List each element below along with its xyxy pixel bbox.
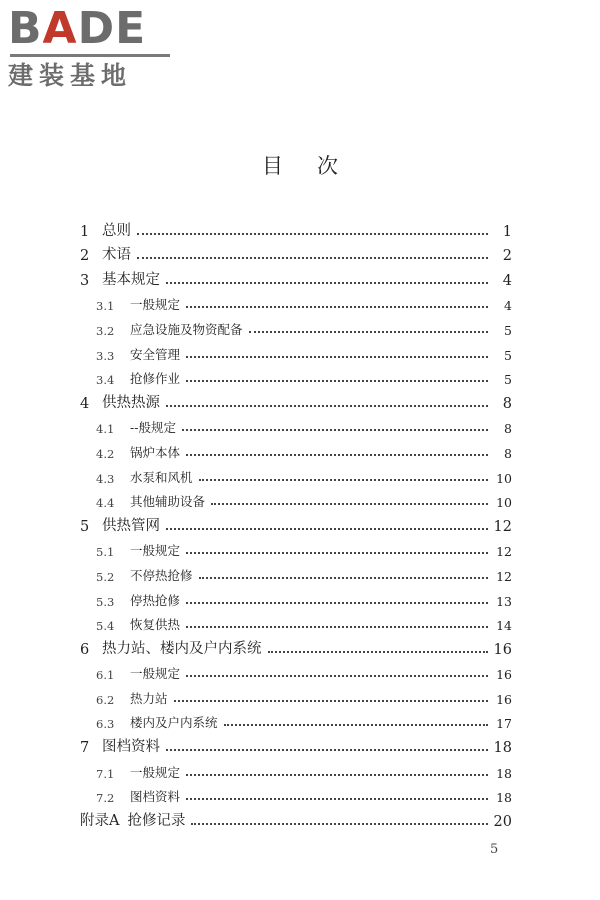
toc-leader-dots [166,405,488,407]
toc-leader-dots [186,552,488,554]
toc-entry-number: 3.3 [96,348,115,363]
toc-leader-dots [199,577,488,579]
toc-entry [80,535,512,560]
toc-leader-dots [186,675,488,677]
toc-entry-number: 6 [80,641,90,658]
toc-entry [80,289,512,314]
toc-entry-title: 其他辅助设备 [130,494,206,510]
toc-entry-number: 4 [80,395,90,412]
toc-entry-number: 3.4 [96,373,115,388]
toc-entry [80,240,512,265]
toc-entry-page: 13 [496,593,512,609]
toc-entry-title: 术语 [102,247,131,264]
toc-entry [80,215,512,240]
toc-entry-page: 20 [493,813,512,830]
toc-entry-title: --般规定 [130,420,176,436]
toc-leader-dots [166,528,488,530]
toc-entry-title: 锅炉本体 [130,444,181,460]
toc-leader-dots [186,602,488,604]
toc-entry-page: 8 [504,445,512,461]
toc-leader-dots [191,823,487,825]
toc-entry [80,756,512,781]
toc-entry [80,781,512,806]
toc-entry-page: 16 [493,641,512,658]
toc-entry-page: 2 [502,248,512,265]
toc-entry-page: 8 [502,395,512,412]
brand-subtitle: 建装基地 [8,61,133,90]
toc-entry-page: 18 [493,740,512,757]
toc-entry-page: 1 [502,223,512,240]
toc-entry-number: 5.3 [96,594,115,609]
toc-entry [80,461,512,486]
toc-leader-dots [224,724,488,726]
toc-entry-title: 抢修作业 [130,371,181,387]
toc-entry-page: 18 [496,790,512,806]
toc-entry-page: 10 [496,495,512,511]
toc-leader-dots [186,306,488,308]
toc-entry-number: 1 [80,223,90,240]
table-of-contents [80,215,512,830]
toc-entry-page: 10 [496,470,512,486]
toc-entry-number: 5.1 [96,545,115,560]
toc-entry-number: 3.2 [96,323,115,338]
toc-entry-page: 16 [496,667,512,683]
toc-entry-title: 热力站、楼内及户内系统 [102,640,262,657]
toc-entry-title: 基本规定 [102,271,160,288]
toc-entry [80,510,512,535]
toc-entry-title: 供热管网 [102,517,160,534]
toc-entry-page: 5 [504,372,512,388]
toc-entry-number: 7 [80,740,90,757]
toc-title: 目次 [262,154,372,178]
toc-entry-number: 6.1 [96,668,115,683]
toc-entry-page: 12 [493,518,512,535]
toc-leader-dots [137,233,488,235]
toc-leader-dots [186,356,488,358]
toc-entry [80,264,512,289]
toc-entry-title: 不停热抢修 [130,567,193,583]
toc-entry [80,658,512,683]
toc-entry-number: 附录A [80,812,120,829]
toc-entry-page: 4 [502,272,512,289]
toc-leader-dots [199,479,488,481]
toc-leader-dots [174,700,488,702]
toc-entry [80,412,512,437]
toc-entry-page: 12 [496,544,512,560]
toc-entry [80,436,512,461]
toc-leader-dots [137,257,488,259]
toc-entry-number: 7.1 [96,766,115,781]
toc-entry-number: 5.4 [96,619,115,634]
toc-entry-number: 2 [80,248,90,265]
toc-entry [80,313,512,338]
brand-mark: BADE [8,3,147,54]
toc-leader-dots [166,749,488,751]
toc-entry-number: 4.1 [96,422,115,437]
toc-entry-title: 一般规定 [130,543,181,559]
toc-entry-page: 5 [504,347,512,363]
toc-entry-title: 安全管理 [130,346,181,362]
toc-leader-dots [211,503,488,505]
toc-entry-number: 4.3 [96,471,115,486]
toc-entry-title: 楼内及户内系统 [130,715,218,731]
toc-entry-number: 5.2 [96,569,115,584]
toc-entry-number: 7.2 [96,791,115,806]
toc-leader-dots [268,651,488,653]
toc-leader-dots [186,626,488,628]
toc-entry-page: 12 [496,568,512,584]
page-number: 5 [490,842,499,857]
toc-entry-title: 水泵和风机 [130,469,193,485]
toc-entry-title: 应急设施及物资配备 [130,321,243,337]
toc-leader-dots [186,380,488,382]
toc-entry-title: 一般规定 [130,764,181,780]
toc-entry [80,805,512,830]
toc-entry-title: 一般规定 [130,666,181,682]
toc-entry [80,707,512,732]
toc-entry [80,682,512,707]
toc-entry-title: 图档资料 [102,739,160,756]
toc-entry-page: 16 [496,691,512,707]
toc-entry-page: 17 [496,716,512,732]
toc-entry-title: 图档资料 [130,789,181,805]
toc-entry-number: 6.3 [96,717,115,732]
toc-entry-number: 4.2 [96,446,115,461]
toc-entry-title: 热力站 [130,690,168,706]
toc-entry-page: 14 [496,618,512,634]
toc-entry [80,363,512,388]
toc-entry-number: 4.4 [96,496,115,511]
toc-entry [80,559,512,584]
toc-entry [80,486,512,511]
toc-entry-number: 6.2 [96,692,115,707]
toc-leader-dots [186,798,488,800]
brand-logo [8,3,178,91]
toc-entry-title: 恢复供热 [130,617,181,633]
toc-entry-title: 停热抢修 [130,592,181,608]
toc-entry-page: 5 [504,322,512,338]
toc-leader-dots [186,454,488,456]
toc-entry [80,609,512,634]
toc-entry-title: 供热热源 [102,394,160,411]
toc-entry-title: 一般规定 [130,297,181,313]
toc-leader-dots [186,774,488,776]
toc-entry-number: 5 [80,518,90,535]
toc-entry [80,731,512,756]
brand-divider [10,54,170,57]
toc-leader-dots [249,331,488,333]
toc-entry-page: 8 [504,421,512,437]
toc-entry-number: 3 [80,272,90,289]
toc-leader-dots [182,429,488,431]
toc-entry [80,338,512,363]
toc-entry-page: 4 [504,298,512,314]
toc-entry-title: 总则 [102,222,131,239]
toc-leader-dots [166,282,488,284]
toc-entry [80,387,512,412]
toc-entry [80,584,512,609]
toc-entry [80,633,512,658]
toc-entry-number: 3.1 [96,299,115,314]
toc-entry-title: 抢修记录 [127,812,186,829]
toc-entry-page: 18 [496,765,512,781]
